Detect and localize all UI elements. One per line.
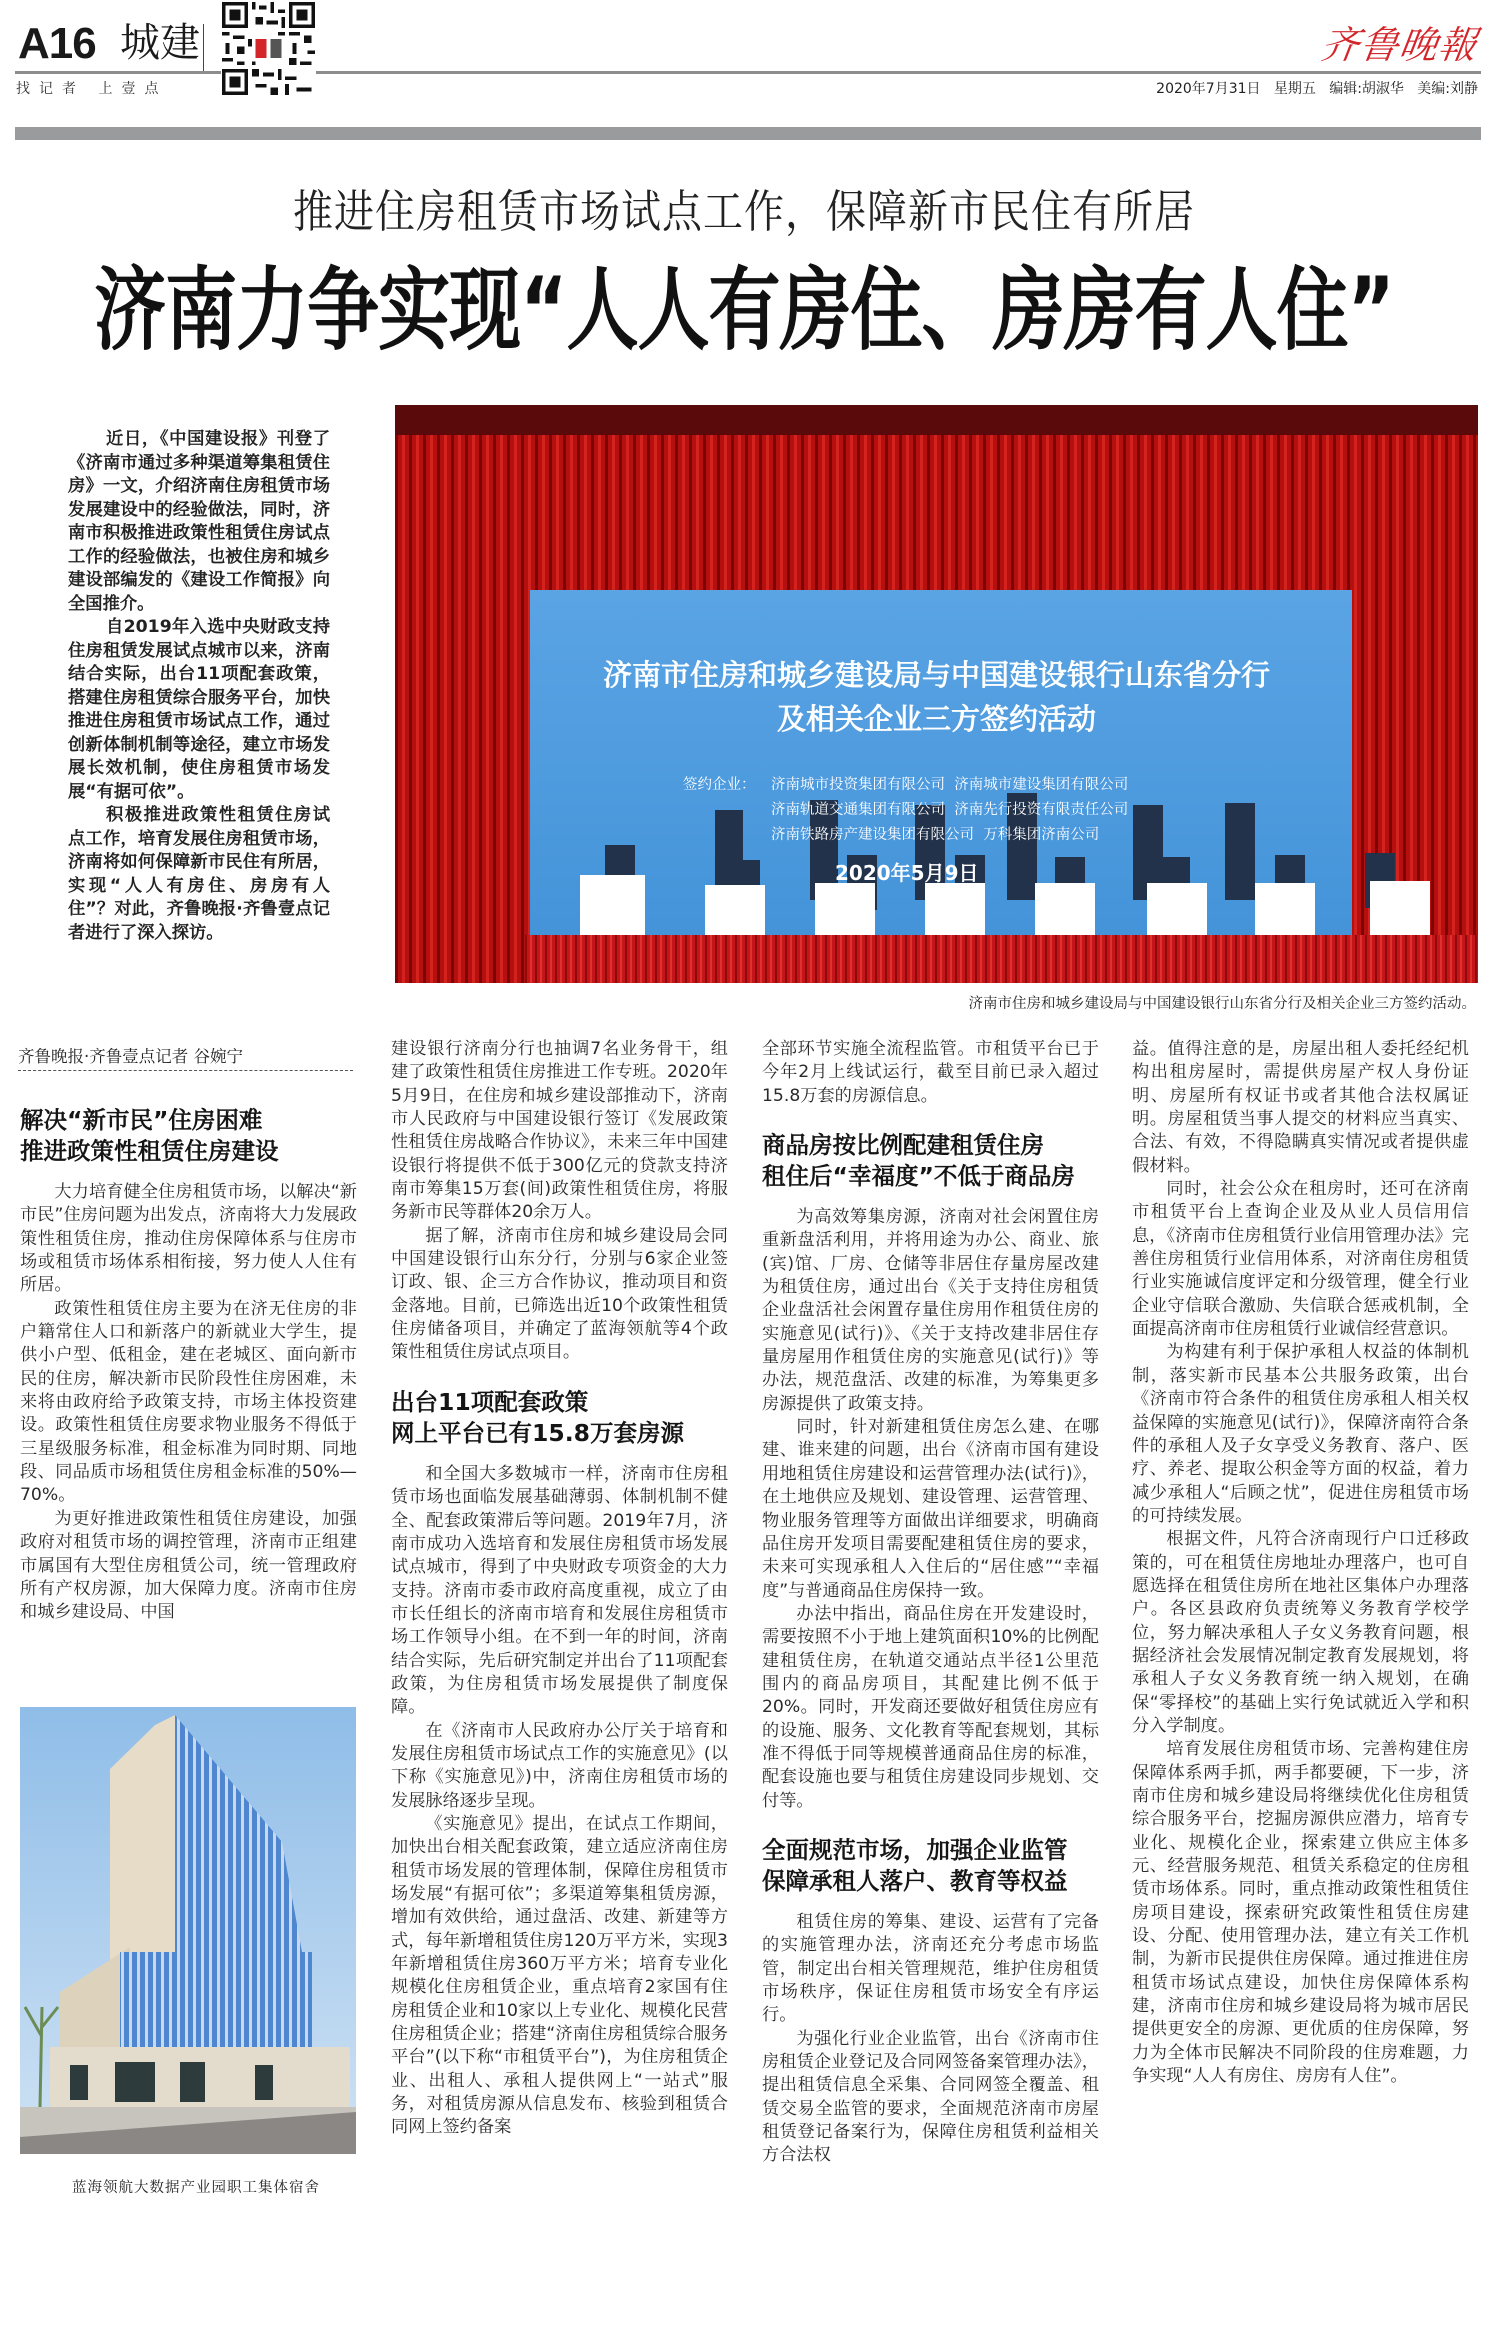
photo-caption-building: 蓝海领航大数据产业园职工集体宿舍: [72, 2180, 320, 2196]
screen-signers-label: 签约企业：: [683, 777, 756, 793]
subheading-line: 商品房按比例配建租赁住房: [762, 1131, 1044, 1160]
subheading: [20, 1105, 357, 1167]
column-3: [762, 1038, 1099, 2168]
photo-caption-main: 济南市住房和城乡建设局与中国建设银行山东省分行及相关企业三方签约活动。: [968, 996, 1476, 1012]
qr-code-icon[interactable]: [221, 2, 316, 95]
subheading-line: 全面规范市场，加强企业监管: [762, 1835, 1068, 1864]
body-paragraph: 益。值得注意的是，房屋出租人委托经纪机构出租房屋时，需提供房屋产权人身份证明、房屋所有权证书或者其他合法权属证明。房屋租赁当事人提交的材料应当真实、合法、有效，不得隐瞒真实情况或者提供虚假材料。: [1132, 1039, 1469, 1176]
body-paragraph: 同时，社会公众在租房时，还可在济南市租赁平台上查询企业及从业人员信用信息，《济南市住房租赁行业信用管理办法》完善住房租赁行业信用体系，对济南住房租赁行业实施诚信度评定和分级管理，健全行业企业守信联合激励、失信联合惩戒机制，全面提高济南市住房租赁行业诚信经营意识。: [1132, 1179, 1469, 1340]
subheading-line: 解决“新市民”住房困难: [20, 1106, 263, 1134]
screen-date: 2020年5月9日: [835, 861, 979, 885]
section-name: 城建: [120, 20, 200, 66]
header-sub-label: 找记者 上壹点: [16, 81, 168, 97]
screen-signers-row: 济南城市投资集团有限公司 济南城市建设集团有限公司: [771, 777, 1129, 793]
article-headline: 济南力争实现“人人有房住、房房有人住”: [94, 257, 1394, 362]
column-1: [20, 1105, 357, 1625]
body-paragraph: 同时，针对新建租赁住房怎么建、在哪建、谁来建的问题，出台《济南市国有建设用地租赁住房建设和运营管理办法(试行)》，在土地供应及规划、建设管理、运营管理、物业服务管理等方面做出详细要求，明确商品住房开发项目需要配建租赁住房的要求，未来可实现承租人入住后的“居住感”“幸福度”与普通商品住房保持一致。: [762, 1417, 1099, 1601]
body-paragraph: 办法中指出，商品住房在开发建设时，需要按照不小于地上建筑面积10%的比例配建租赁住房，在轨道交通站点半径1公里范围内的商品房项目，其配建比例不低于20%。同时，开发商还要做好租赁住房应有的设施、服务、文化教育等配套规划，其标准不得低于同等规模普通商品住房的标准，配套设施也要与租赁住房建设同步规划、交付等。: [762, 1603, 1099, 1811]
screen-title-line-2: 及相关企业三方签约活动: [776, 702, 1096, 736]
newspaper-logo: 齐鲁晚報: [1318, 23, 1481, 67]
intro-paragraph: 近日，《中国建设报》刊登了《济南市通过多种渠道筹集租赁住房》一文，介绍济南住房租赁市场发展建设中的经验做法，同时，济南市积极推进政策性租赁住房试点工作的经验做法，也被住房和城乡建设部编发的《建设工作简报》向全国推介。: [68, 429, 330, 614]
byline-rule: [18, 1070, 353, 1071]
body-paragraph: 大力培育健全住房租赁市场，以解决“新市民”住房问题为出发点，济南将大力发展政策性租赁住房，推动住房保障体系与住房市场或租赁市场体系相衔接，努力使人人住有所居。: [20, 1182, 357, 1296]
body-paragraph: 为构建有利于保护承租人权益的体制机制，落实新市民基本公共服务政策，出台《济南市符合条件的租赁住房承租人相关权益保障的实施意见(试行)》，保障济南符合条件的承租人及子女享受义务教育、落户、医疗、养老、提取公积金等方面的权益，着力减少承租人“后顾之忧”，促进住房租赁市场的可持续发展。: [1132, 1342, 1469, 1526]
body-paragraph: 为高效筹集房源，济南对社会闲置住房重新盘活利用，并将用途为办公、商业、旅(宾)馆、厂房、仓储等非居住存量房屋改建为租赁住房，通过出台《关于支持住房租赁企业盘活社会闲置存量住房用作租赁住房的实施意见(试行)》、《关于支持改建非居住存量房屋用作租赁住房的实施意见(试行)》等办法，规范盘活、改建的标准，为筹集更多房源提供了政策支持。: [762, 1207, 1099, 1414]
signing-ceremony-photo: [395, 405, 1478, 983]
column-2: [391, 1038, 728, 2140]
subheading: [762, 1835, 1099, 1897]
header-divider: [203, 24, 204, 72]
screen-signers-row: 济南铁路房产建设集团有限公司 万科集团济南公司: [771, 827, 1100, 843]
subheading-line: 网上平台已有15.8万套房源: [391, 1418, 684, 1447]
body-paragraph: 据了解，济南市住房和城乡建设局会同中国建设银行山东分行，分别与6家企业签订政、银、企三方合作协议，推动项目和资金落地。目前，已筛选出近10个政策性租赁住房储备项目，并确定了蓝海领航等4个政策性租赁住房试点项目。: [391, 1225, 728, 1363]
body-paragraph: 《实施意见》提出，在试点工作期间，加快出台相关配套政策，建立适应济南住房租赁市场发展的管理体制，保障住房租赁市场发展“有据可依”；多渠道筹集租赁房源，增加有效供给，通过盘活、改建、新建等方式，每年新增租赁住房120万平方米，实现3年新增租赁住房360万平方米；培育专业化规模化住房租赁企业，重点培育2家国有住房租赁企业和10家以上专业化、规模化民营住房租赁企业；搭建“济南住房租赁综合服务平台”(以下称“市租赁平台”)，为住房租赁企业、出租人、承租人提供网上“一站式”服务，对租赁房源从信息发布、核验到租赁合同网上签约备案: [391, 1813, 728, 2138]
page-number: A16: [18, 19, 96, 68]
header-band: [15, 127, 1481, 140]
body-paragraph: 根据文件，凡符合济南现行户口迁移政策的，可在租赁住房地址办理落户，也可自愿选择在租赁住房所在地社区集体户办理落户。各区县政府负责统筹义务教育学校学位，努力解决承租人子女义务教育问题，根据经济社会发展情况制定教育发展规划，将承租人子女义务教育统一纳入规划，在确保“零择校”的基础上实行免试就近入学和积分入学制度。: [1132, 1529, 1469, 1736]
subheading-line: 推进政策性租赁住房建设: [20, 1137, 279, 1165]
screen-title-line-1: 济南市住房和城乡建设局与中国建设银行山东省分行: [602, 658, 1270, 692]
subheading: [762, 1130, 1099, 1192]
body-paragraph: 租赁住房的筹集、建设、运营有了完备的实施管理办法，济南还充分考虑市场监管，制定出台相关管理规范，维护住房租赁市场秩序，保证住房租赁市场安全有序运行。: [762, 1911, 1099, 2026]
article-intro: [68, 428, 330, 945]
screen-signers-row: 济南轨道交通集团有限公司 济南先行投资有限责任公司: [771, 802, 1129, 818]
issue-date-line: 2020年7月31日 星期五 编辑:胡淑华 美编:刘静: [1156, 81, 1478, 97]
body-paragraph: 和全国大多数城市一样，济南市住房租赁市场也面临发展基础薄弱、体制机制不健全、配套政策滞后等问题。2019年7月，济南市成功入选培育和发展住房租赁市场发展试点城市，得到了中央财政专项资金的大力支持。济南市委市政府高度重视，成立了由市长任组长的济南市培育和发展住房租赁市场工作领导小组。在不到一年的时间，济南结合实际，先后研究制定并出台了11项配套政策，为住房租赁市场发展提供了制度保障。: [391, 1463, 728, 1718]
dormitory-building-photo: [20, 1707, 356, 2154]
body-paragraph: 在《济南市人民政府办公厅关于培育和发展住房租赁市场试点工作的实施意见》(以下称《实施意见》)中，济南住房租赁市场的发展脉络逐步呈现。: [391, 1720, 728, 1811]
byline: 齐鲁晚报·齐鲁壹点记者 谷婉宁: [18, 1047, 243, 1066]
article-kicker: 推进住房租赁市场试点工作，保障新市民住有所居: [293, 186, 1195, 239]
body-paragraph: 政策性租赁住房主要为在济无住房的非户籍常住人口和新落户的新就业大学生，提供小户型、低租金，建在老城区、面向新市民的住房，解决新市民阶段性住房困难，未来将由政府给予政策支持，市场主体投资建设。政策性租赁住房要求物业服务不得低于三星级服务标准，租金标准为同时期、同地段、同品质市场租赁住房租金标准的50%—70%。: [20, 1298, 357, 1506]
subheading-line: 保障承租人落户、教育等权益: [762, 1866, 1068, 1895]
intro-paragraph: 自2019年入选中央财政支持住房租赁发展试点城市以来，济南结合实际，出台11项配套政策，搭建住房租赁综合服务平台，加快推进住房租赁市场试点工作，通过创新体制机制等途径，建立市场发展长效机制，使住房租赁市场发展“有据可依”。: [68, 617, 330, 802]
body-paragraph: 建设银行济南分行也抽调7名业务骨干，组建了政策性租赁住房推进工作专班。2020年5月9日，在住房和城乡建设部推动下，济南市人民政府与中国建设银行签订《发展政策性租赁住房战略合作协议》，未来三年中国建设银行将提供不低于300亿元的贷款支持济南市筹集15万套(间)政策性租赁住房，将服务新市民等群体20余万人。: [391, 1039, 728, 1223]
intro-paragraph: 积极推进政策性租赁住房试点工作，培育发展住房租赁市场，济南将如何保障新市民住有所居，实现“人人有房住、房房有人住”？对此，齐鲁晚报·齐鲁壹点记者进行了深入探访。: [68, 805, 330, 943]
body-paragraph: 为更好推进政策性租赁住房建设，加强政府对租赁市场的调控管理，济南市正组建市属国有大型住房租赁公司，统一管理政府所有产权房源，加大保障力度。济南市住房和城乡建设局、中国: [20, 1508, 357, 1623]
subheading: [391, 1387, 728, 1449]
subheading-line: 出台11项配套政策: [391, 1387, 589, 1416]
column-4: [1132, 1038, 1469, 2088]
body-paragraph: 培育发展住房租赁市场、完善构建住房保障体系两手抓，两手都要硬，下一步，济南市住房和城乡建设局将继续优化住房租赁综合服务平台，挖掘房源供应潜力，培育专业化、规模化企业，探索建立供应主体多元、经营服务规范、租赁关系稳定的住房租赁市场体系。同时，重点推动政策性租赁住房项目建设，探索研究政策性租赁住房建设、分配、使用管理办法，建立有关工作机制，为新市民提供住房保障。通过推进住房租赁市场试点建设，加快住房保障体系构建，济南市住房和城乡建设局将为城市居民提供更安全的房源、更优质的住房保障，努力为全体市民解决不同阶段的住房难题，力争实现“人人有房住、房房有人住”。: [1132, 1739, 1469, 2087]
body-paragraph: 全部环节实施全流程监管。市租赁平台已于今年2月上线试运行，截至目前已录入超过15.8万套的房源信息。: [762, 1039, 1099, 1106]
body-paragraph: 为强化行业企业监管，出台《济南市住房租赁企业登记及合同网签备案管理办法》，提出租赁信息全采集、合同网签全覆盖、租赁交易全监管的要求，全面规范济南市房屋租赁登记备案行为，保障住房租赁利益相关方合法权: [762, 2028, 1099, 2166]
subheading-line: 租住后“幸福度”不低于商品房: [762, 1162, 1075, 1191]
